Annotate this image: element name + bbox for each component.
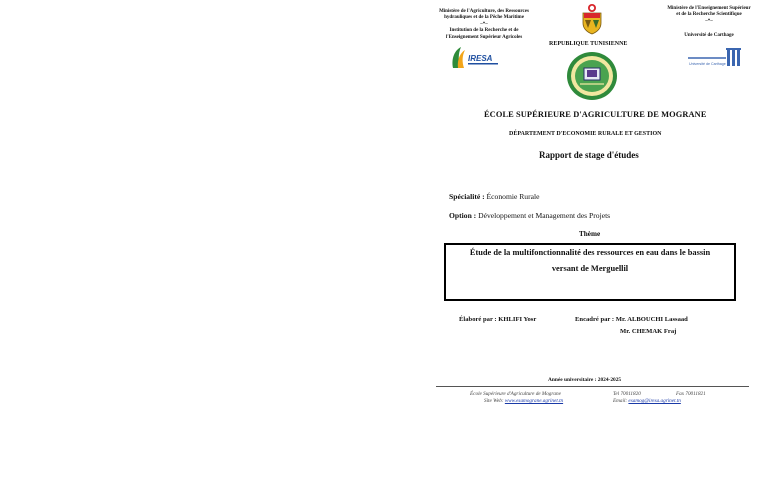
theme-line1: Étude de la multifonctionnalité des ressources en eau dans le bassin (469, 248, 711, 257)
right-ministry-block (655, 6, 763, 25)
specialite-label: Spécialité : (449, 192, 485, 201)
right-ministry-line2: et de la Recherche Scientifique (676, 12, 742, 18)
specialite-value: Économie Rurale (486, 192, 540, 201)
iresa-logo (449, 46, 503, 70)
specialite-row (449, 192, 539, 201)
theme-label: Thème (579, 230, 601, 238)
carthage-logo (686, 46, 742, 68)
elabore-name: KHLIFI Yosr (498, 316, 537, 323)
report-title: Rapport de stage d'études (539, 150, 639, 160)
footer-divider (436, 386, 749, 387)
option-value: Développement et Management des Projets (478, 211, 611, 220)
department-name: DÉPARTEMENT D'ECONOMIE RURALE ET GESTION (509, 131, 662, 137)
footer-site-label: Site Web: (484, 398, 504, 404)
footer-tel: Tel 70011820 (613, 391, 641, 397)
university-label: Université de Carthage (684, 33, 734, 38)
theme-title (446, 245, 734, 277)
iresa-logo-text: IRESA (468, 54, 493, 63)
encadre-label: Encadré par : (575, 316, 615, 323)
footer-site-link[interactable]: www.esamograne.agrinet.tn (504, 398, 564, 404)
left-ministry-line1: Ministère de l'Agriculture, des Ressources (439, 9, 529, 14)
school-name: ÉCOLE SUPÉRIEURE D'AGRICULTURE DE MOGRANE (484, 110, 707, 119)
left-ministry-line2: hydrauliques et de la Pêche Maritime (444, 15, 524, 21)
footer-fax: Fax 70011821 (676, 391, 706, 397)
academic-year: Année universitaire : 2024-2025 (548, 377, 622, 383)
footer-email-link[interactable]: esamog@iresa.agrinet.tn (628, 398, 681, 404)
footer-email-row (613, 398, 681, 404)
left-institution-line2: l'Enseignement Supérieur Agricoles (445, 34, 523, 40)
school-seal (566, 51, 618, 101)
option-row (449, 211, 610, 220)
footer-site-row (484, 398, 563, 404)
right-ministry-line1: Ministère de l'Enseignement Supérieur (667, 6, 751, 11)
option-label: Option : (449, 211, 477, 220)
left-separator: –*– (480, 21, 488, 27)
encadre-row (575, 316, 688, 323)
footer-email-label: Email: (613, 398, 628, 404)
theme-line2: versant de Merguellil (551, 264, 629, 273)
theme-box (444, 243, 736, 301)
republic-label: REPUBLIQUE TUNISIENNE (549, 41, 628, 47)
carthage-logo-text: Université de Carthage (689, 62, 726, 66)
footer-school: École Supérieure d'Agriculture de Mograne (470, 391, 561, 397)
right-separator: –*– (705, 18, 713, 24)
tunisia-emblem (579, 3, 605, 35)
left-ministry-block (424, 9, 544, 41)
left-institution-line1: Institution de la Recherche et de (449, 28, 519, 34)
encadre-name2: Mr. CHEMAK Fraj (620, 328, 677, 335)
elabore-label: Élaboré par : (459, 316, 497, 323)
elabore-row (459, 316, 536, 323)
encadre-name1: Mr. ALBOUCHI Lassaad (615, 316, 688, 323)
